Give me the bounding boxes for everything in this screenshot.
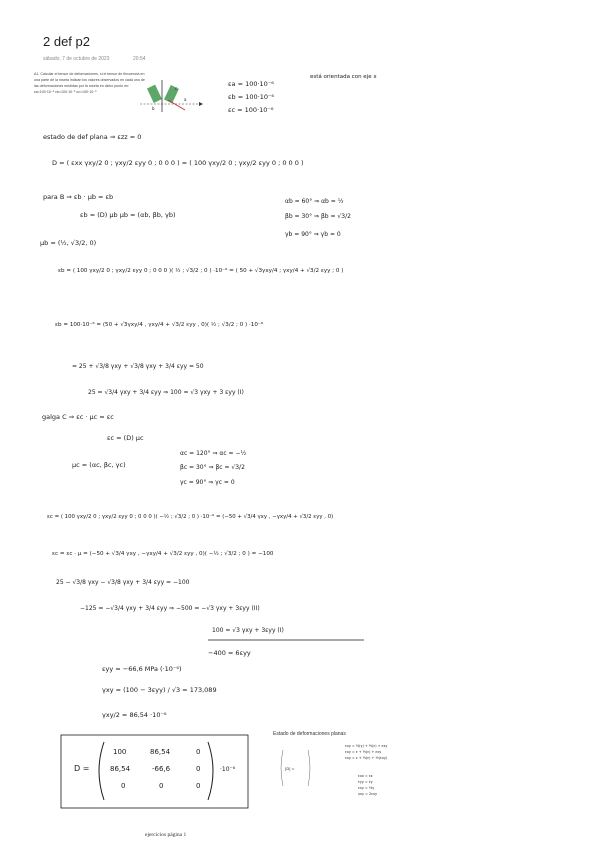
rosette-c-line: galga C ⇒ εc · μc = εc (42, 413, 114, 421)
ref-line-3: εxy = ε + ½(ε) + ½(εxy) (345, 756, 388, 760)
svg-text:a: a (184, 97, 187, 102)
page-title: 2 def p2 (43, 34, 90, 49)
c-angle-beta: βc = 30° ⇒ βc = √3/2 (180, 464, 245, 471)
given-eb: εb = 100·10⁻⁶ (228, 93, 274, 101)
d-cell-33: 0 (196, 782, 201, 790)
d-cell-31: 0 (121, 782, 126, 790)
c-angle-alpha: αc = 120° ⇒ αc = −½ (180, 450, 247, 457)
plane-strain-line: estado de def plana ⇒ εzz = 0 (43, 133, 142, 141)
ref-small-2: εyy = εy (358, 780, 373, 784)
problem-text: A1. Calcular el tensor de deformaciones, si el tensor de fiecuencia en una parte de la roseta indican los valores observados en cada uno de las deformaciones medidas por la roseta en dicho punto en: (34, 72, 145, 88)
svg-text:[D] =: [D] = (285, 767, 295, 771)
d-multiplier: ·10⁻⁶ (220, 766, 236, 773)
mu-b-vector: μb = (½, √3/2, 0) (40, 239, 97, 247)
side-note: está orientada con eje x (310, 74, 377, 80)
rosette-b-line: para B ⇒ εb · μb = εb (43, 193, 114, 201)
svg-text:D =: D = (74, 764, 90, 773)
d-cell-32: 0 (159, 782, 164, 790)
page-date: sábado, 7 de octubre de 2023 (43, 56, 110, 62)
plane-strain-reference (281, 744, 388, 796)
svg-text:c: c (175, 86, 178, 91)
ec-equation-2: −125 = −√3/4 γxy + 3/4 εyy ⇒ −500 = −√3 γxy + 3εyy (II) (80, 605, 260, 612)
ref-small-4: γxy = 2εxy (358, 792, 378, 796)
d-general-matrix: D = ( εxx γxy/2 0 ; γxy/2 εyy 0 ; 0 0 0 ) = ( 100 γxy/2 0 ; γxy/2 εyy 0 ; 0 0 0 ) (52, 159, 304, 167)
ec-definition: εc = (D) μc (107, 434, 144, 442)
eb-matrix-product: εb = ( 100 γxy/2 0 ; γxy/2 εyy 0 ; 0 0 0 )( ½ ; √3/2 ; 0 ) ·10⁻⁶ = ( 50 + √3γxy/4 ; γxy/4 + √3/2 εyy ; 0 ) (58, 268, 344, 274)
sum-equation: −400 = 6εyy (208, 649, 251, 657)
b-angle-alpha: αb = 60° ⇒ αb = ½ (285, 198, 344, 205)
d-cell-12: 86,54 (150, 748, 171, 756)
d-cell-13: 0 (196, 748, 201, 756)
ec-matrix-product: εc = ( 100 γxy/2 0 ; γxy/2 εyy 0 ; 0 0 0 )( −½ ; √3/2 ; 0 ) ·10⁻⁶ = (−50 + √3/4 γxy , −γxy/4 + √3/2 εyy , 0) (47, 514, 334, 520)
d-cell-23: 0 (196, 765, 201, 773)
problem-values: εa=100·10⁻⁶ εb=100·10⁻⁶ εc=100·10⁻⁶ (34, 90, 97, 94)
d-cell-22: -66,6 (152, 765, 171, 773)
eb-equation-2: 25 = √3/4 γxy + 3/4 εyy ⇒ 100 = √3 γxy + 3 εyy (I) (88, 389, 244, 396)
c-angle-gamma: γc = 90° ⇒ γc = 0 (180, 479, 235, 486)
eb-equation-1: = 25 + √3/8 γxy + √3/8 γxy + 3/4 εyy = 50 (72, 363, 204, 370)
equation-i-copy: 100 = √3 γxy + 3εyy (I) (212, 627, 284, 634)
b-angle-beta: βb = 30° ⇒ βb = √3/2 (285, 213, 351, 220)
page-time: 20:54 (133, 56, 146, 62)
plane-strain-title: Estado de deformaciones planas (273, 731, 346, 737)
ec-equation-1: 25 − √3/8 γxy − √3/8 γxy + 3/4 εyy = −100 (56, 579, 190, 586)
given-ec: εc = 100·10⁻⁶ (228, 106, 274, 114)
b-angle-gamma: γb = 90° ⇒ γb = 0 (285, 231, 341, 238)
result-gxy: γxy = (100 − 3εyy) / √3 = 173,089 (102, 686, 217, 694)
final-result-box (61, 735, 248, 808)
eb-expansion: εb = 100·10⁻⁶ = (50 + √3γxy/4 , γxy/4 + √3/2 εyy , 0)( ½ ; √3/2 ; 0 ) ·10⁻⁶ (55, 322, 264, 328)
ref-line-2: εxy = ε + ½(ε) + εxy (345, 750, 382, 754)
d-cell-21: 86,54 (110, 765, 131, 773)
eb-definition: εb = (D) μb μb = (αb, βb, γb) (80, 211, 176, 219)
svg-text:b: b (152, 106, 155, 111)
ref-small-1: εxx = εx (358, 774, 373, 778)
mu-c-vector: μc = (αc, βc, γc) (72, 461, 126, 469)
page-footer: ejercicios página 1 (145, 832, 187, 838)
d-cell-11: 100 (113, 748, 127, 756)
given-ea: εa = 100·10⁻⁶ (228, 80, 274, 88)
ref-small-3: εxy = ½γ (358, 786, 375, 790)
result-eyy: εyy = −66,6 MPa (·10⁻⁶) (102, 665, 182, 673)
result-gxy-half: γxy/2 = 86,54 ·10⁻⁶ (102, 711, 167, 719)
ec-expansion: εc = εc · μ = (−50 + √3/4 γxy , −γxy/4 + √3/2 εyy , 0)( −½ ; √3/2 ; 0 ) = −100 (52, 551, 274, 557)
ref-line-1: εxy = ½(γ) + ½(ε) + εxy (345, 744, 388, 748)
